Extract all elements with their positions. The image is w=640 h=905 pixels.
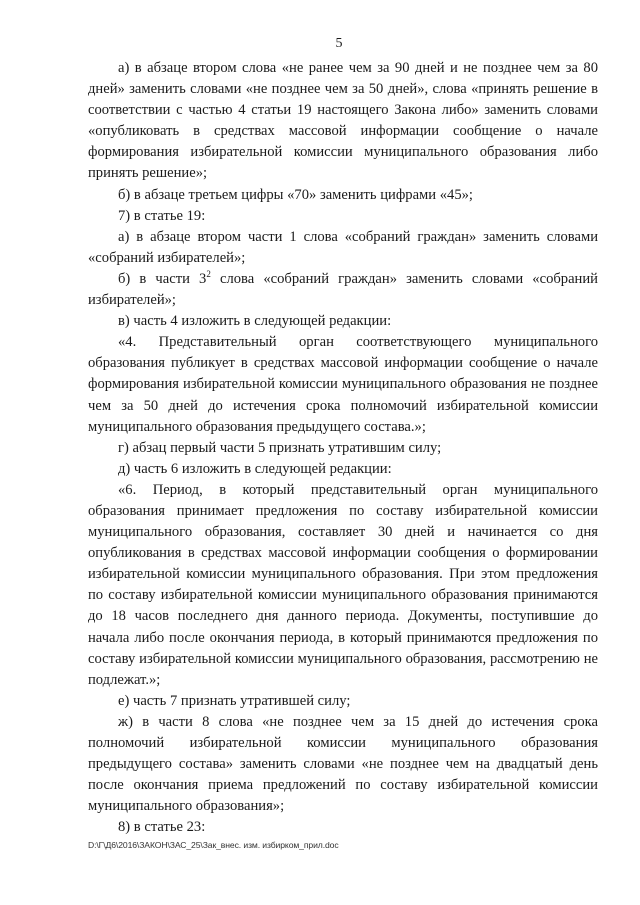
paragraph-article-19-b-start: б) в части 3 (118, 270, 207, 287)
document-body (88, 58, 598, 838)
paragraph-article-19-a: а) в абзаце втором части 1 слова «собраний граждан» заменить словами «собраний избирателей»; (88, 228, 598, 266)
superscript-index: 2 (206, 268, 211, 279)
paragraph-a-abzats-vtoroy: а) в абзаце втором слова «не ранее чем за 90 дней и не позднее чем за 80 дней» заменить словами «не позднее чем за 50 дней», слова «принять решение в соответствии с частью 4 статьи 19 настоящего Закона либо» заменить словами «опубликовать в средствах массовой информации сообщение о начале формирования избирательной комиссии муниципального образования либо принять решение»; (88, 60, 598, 182)
paragraph-article-19-heading: 7) в статье 19: (118, 207, 206, 224)
paragraph-part-6-text: «6. Период, в который представительный орган муниципального образования принимает предложения по составу избирательной комиссии муниципального образования, составляет 30 дней и начинается со дня опубликования в средствах массовой информации сообщения о формировании избирательной комиссии муниципального образования. При этом предложения по составу избирательной комиссии муниципального образования принимаются до 18 часов последнего дня данного периода. Документы, поступившие до начала либо после окончания периода, в который принимаются предложения по составу избирательной комиссии муниципального образования, рассмотрению не подлежат.»; (88, 481, 598, 688)
paragraph-b-abzats-tretiy: б) в абзаце третьем цифры «70» заменить цифрами «45»; (118, 186, 473, 203)
paragraph-article-19-e: е) часть 7 признать утратившей силу; (118, 692, 351, 709)
page-number: 5 (335, 36, 343, 51)
paragraph-part-4-text: «4. Представительный орган соответствующего муниципального образования публикует в средствах массовой информации сообщение о начале формирования избирательной комиссии муниципального образования не позднее чем за 50 дней до истечения срока полномочий избирательной комиссии муниципального образования предыдущего состава.»; (88, 334, 598, 435)
paragraph-article-19-b-end: слова «собраний граждан» заменить словами «собраний избирателей»; (88, 270, 598, 309)
paragraph-article-19-zh: ж) в части 8 слова «не позднее чем за 15 дней до истечения срока полномочий избирательной комиссии муниципального образования предыдущего состава» заменить словами «не позднее чем на двадцатый день после окончания приема предложений по составу избирательной комиссии муниципального образования»; (88, 713, 598, 815)
paragraph-article-23-heading: 8) в статье 23: (118, 819, 206, 836)
footer-file-path: D:\Г\Д6\2016\ЗАКОН\ЗАС_25\Зак_внес. изм. избирком_прил.doc (88, 840, 339, 850)
paragraph-article-19-d: д) часть 6 изложить в следующей редакции: (118, 460, 392, 477)
paragraph-article-19-g: г) абзац первый части 5 признать утратившим силу; (118, 439, 442, 456)
paragraph-article-19-v: в) часть 4 изложить в следующей редакции: (118, 313, 392, 330)
paragraph-article-19-b (88, 269, 598, 311)
